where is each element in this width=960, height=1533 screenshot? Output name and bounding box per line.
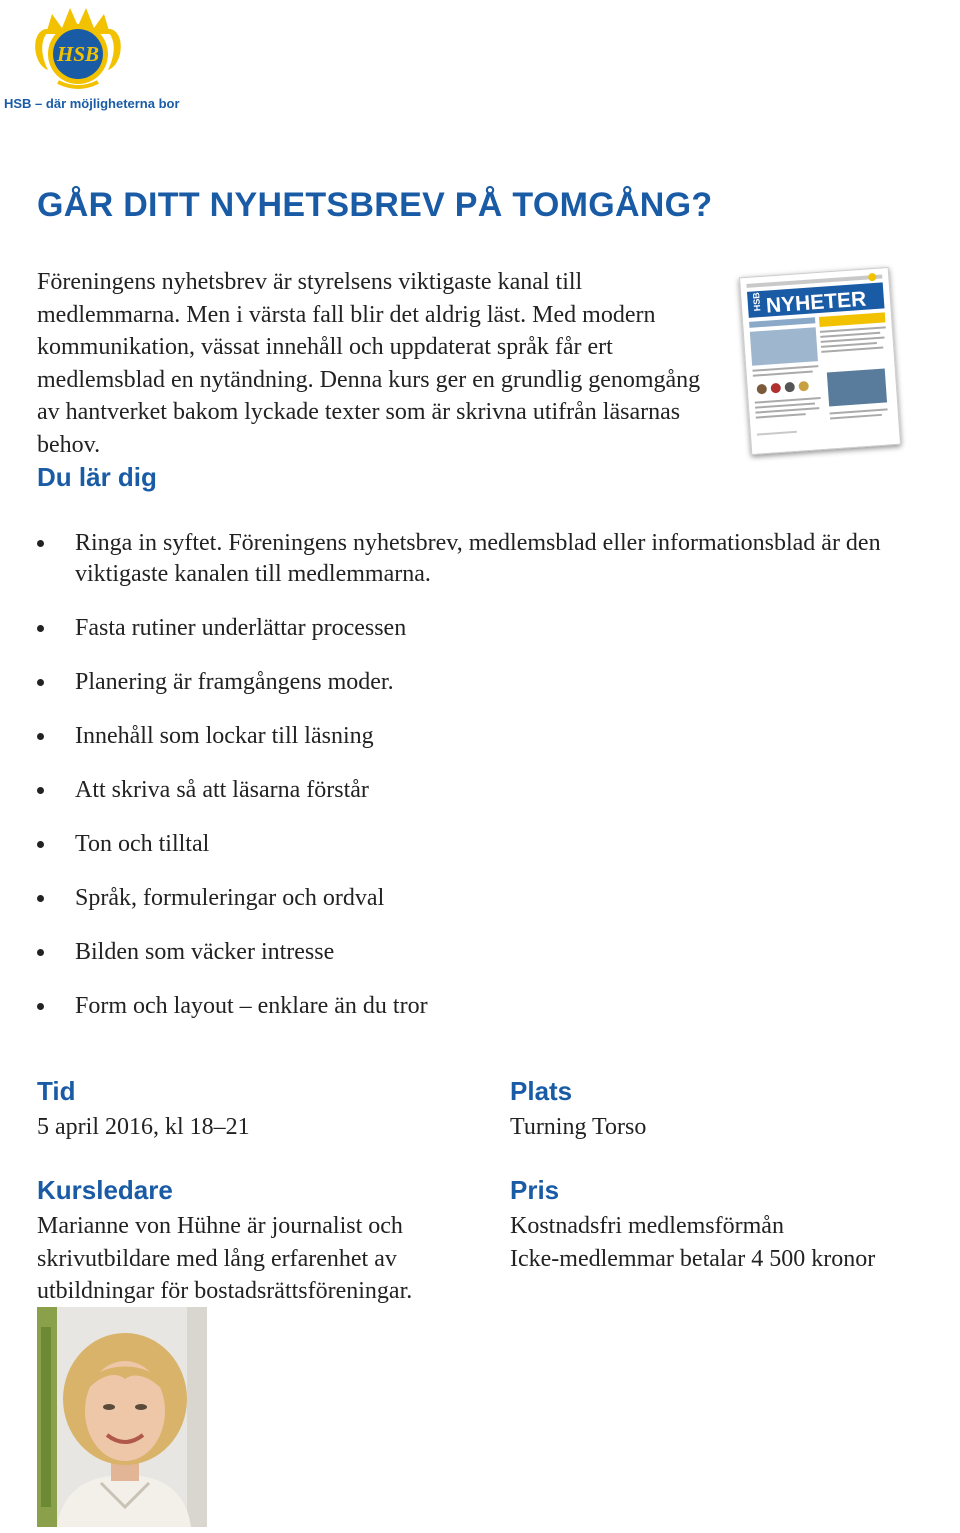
- price-line-2: Icke-medlemmar betalar 4 500 kronor: [510, 1246, 876, 1272]
- list-item: Planering är framgångens moder.: [37, 667, 960, 698]
- hsb-logo: [2, 4, 180, 112]
- place-label: Plats: [510, 1076, 573, 1106]
- learn-heading: Du lär dig: [37, 462, 157, 492]
- time-label: Tid: [37, 1076, 76, 1106]
- bullet-icon: [37, 787, 44, 794]
- bullet-icon: [37, 540, 44, 547]
- course-leader-photo: [37, 1307, 207, 1527]
- list-item: Innehåll som lockar till läsning: [37, 721, 960, 752]
- bullet-icon: [37, 1003, 44, 1010]
- newsletter-brand: HSB: [751, 291, 763, 312]
- list-item: Bilden som väcker intresse: [37, 937, 960, 968]
- learn-list: [37, 528, 960, 1045]
- newsletter-masthead: NYHETER: [765, 287, 867, 318]
- bullet-icon: [37, 841, 44, 848]
- leader-label: Kursledare: [37, 1175, 173, 1205]
- price-line-1: Kostnadsfri medlemsförmån: [510, 1213, 784, 1239]
- newsletter-thumbnail: [739, 267, 901, 455]
- place-value: Turning Torso: [510, 1114, 647, 1140]
- bullet-icon: [37, 949, 44, 956]
- list-item: Fasta rutiner underlättar processen: [37, 613, 960, 644]
- list-item: Ringa in syftet. Föreningens nyhetsbrev, medlemsblad eller informationsblad är den viktigaste kanalen till medlemmarna.: [37, 528, 960, 590]
- bullet-icon: [37, 679, 44, 686]
- list-item: Ton och tilltal: [37, 829, 960, 860]
- list-item: Form och layout – enklare än du tror: [37, 991, 960, 1022]
- page-title: GÅR DITT NYHETSBREV PÅ TOMGÅNG?: [37, 186, 713, 224]
- price-label: Pris: [510, 1175, 560, 1205]
- list-item: Att skriva så att läsarna förstår: [37, 775, 960, 806]
- intro-paragraph: Föreningens nyhetsbrev är styrelsens viktigaste kanal till medlemmarna. Men i värsta fall blir det aldrig läst. Med modern kommunikation, vässat innehåll och uppdaterat språk får ert medlemsblad en nytändning. Denna kurs ger en grundlig genomgång av hantverket bakom lyckade texter som är skrivna utifrån läsarnas behov.: [37, 269, 701, 458]
- list-item: Språk, formuleringar och ordval: [37, 883, 960, 914]
- bullet-icon: [37, 625, 44, 632]
- bullet-icon: [37, 895, 44, 902]
- time-value: 5 april 2016, kl 18–21: [37, 1114, 250, 1140]
- logo-tagline: HSB – där möjligheterna bor: [4, 96, 180, 111]
- hsb-emblem-icon: [28, 4, 128, 92]
- leader-value: Marianne von Hühne är journalist och skrivutbildare med lång erfarenhet av utbildningar för bostadsrättsföreningar.: [37, 1213, 413, 1304]
- bullet-icon: [37, 733, 44, 740]
- logo-text: HSB: [56, 42, 100, 66]
